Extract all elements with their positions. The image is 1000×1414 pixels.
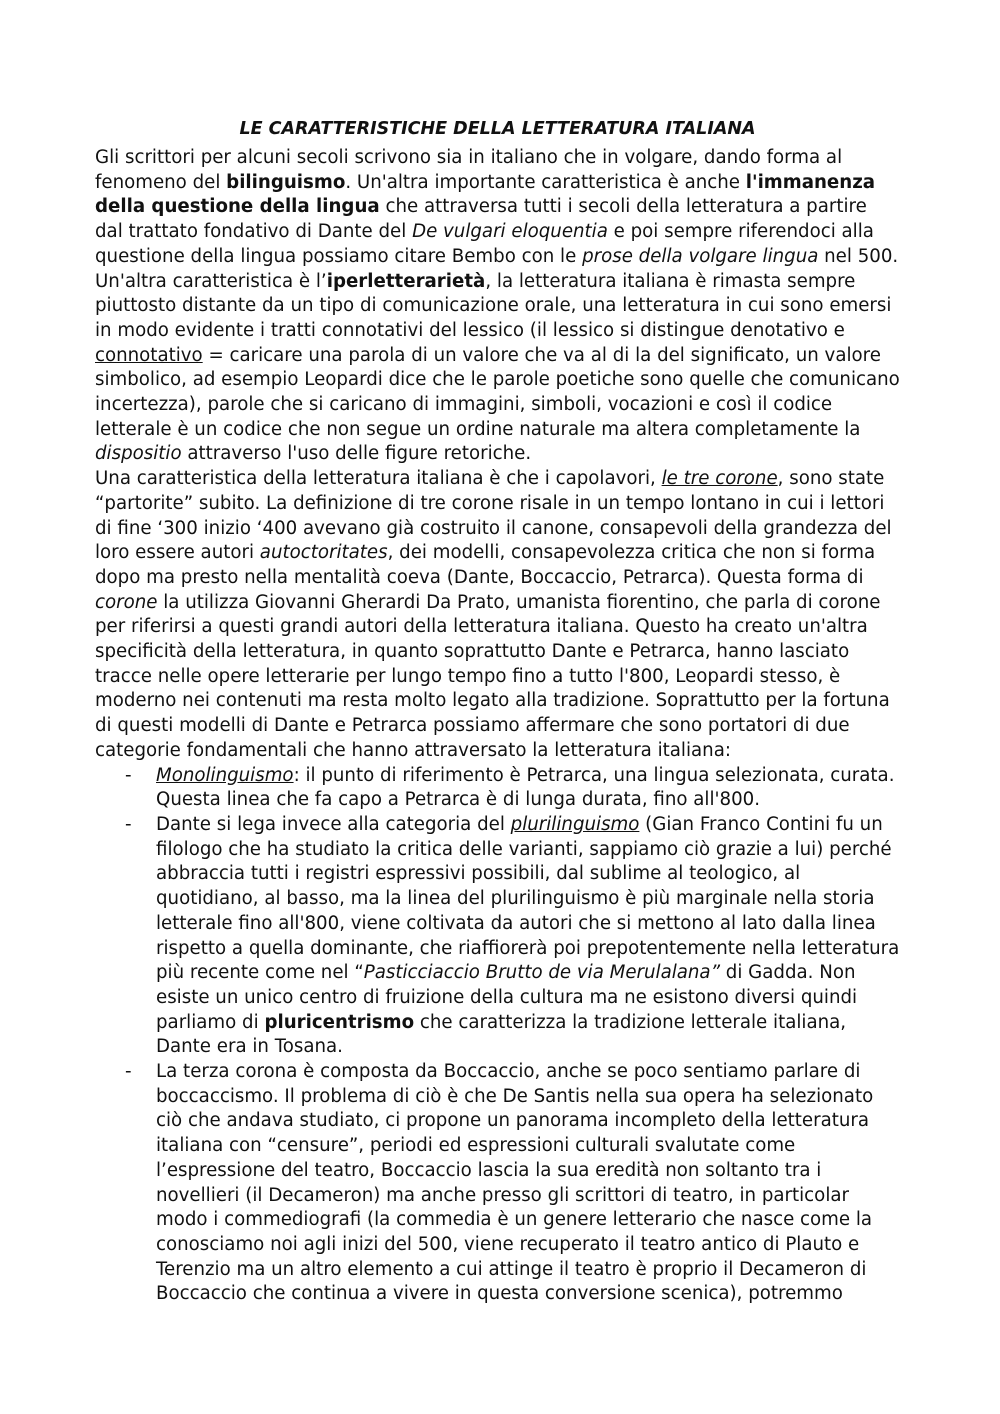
bullet-dash: - bbox=[125, 813, 132, 835]
text-run: = caricare una parola di un valore che va al di la del significato, un valore simbolico, ad esempio Leopardi dice che le parole poetiche sono quelle che comunicano incertezza), parole che si caricano di immagini, simboli, vocazioni e così il codice letterale è un codice che non segue un ordine naturale ma altera completamente la bbox=[95, 344, 900, 440]
paragraph-corone bbox=[95, 467, 900, 763]
underlined-term-connotativo: connotativo bbox=[95, 344, 203, 366]
italic-underlined-term-plurilinguismo bbox=[511, 814, 640, 835]
list-item-boccaccio bbox=[95, 1060, 900, 1307]
bold-term-iperletterarieta: iperletterarietà bbox=[326, 270, 486, 292]
document-body bbox=[95, 146, 900, 1307]
text-run: che caratterizza la tradizione letterale italiana, Dante era in Tosana. bbox=[156, 1011, 847, 1058]
bold-term-bilinguismo: bilinguismo bbox=[226, 171, 346, 193]
text-run: la utilizza Giovanni Gherardi Da Prato, umanista fiorentino, che parla di corone per riferirsi a questi grandi autori della letteratura italiana. Questo ha creato un'altra specificità della letteratura, in quanto soprattutto Dante e Petrarca, hanno lasciato tracce nelle opere letterarie per lungo tempo fino a tutto l'800, Leopardi stesso, è moderno nei contenuti ma resta molto legato alla tradizione. Soprattutto per la fortuna di questi modelli di Dante e Petrarca possiamo affermare che sono portatori di due categorie fondamentali che hanno attraversato la letteratura italiana: bbox=[95, 591, 890, 761]
paragraph-intro bbox=[95, 146, 900, 467]
list-item-plurilinguismo bbox=[95, 813, 900, 1060]
document-title: LE CARATTERISTICHE DELLA LETTERATURA ITALIANA bbox=[239, 119, 756, 139]
text-run: e poi sempre riferendoci alla questione della lingua possiamo citare Bembo con le bbox=[95, 221, 874, 267]
bullet-dash: - bbox=[125, 764, 132, 786]
text-run: : il punto di riferimento è Petrarca, una lingua selezionata, curata. Questa linea che fa capo a Petrarca è di lunga durata, fino all'800. bbox=[156, 764, 895, 811]
underlined-text: Monolinguismo bbox=[156, 764, 294, 786]
text-run: , dei modelli, consapevolezza critica che non si forma dopo ma presto nella mentalità coeva (Dante, Boccaccio, Petrarca). Questa forma di bbox=[95, 542, 876, 588]
underlined-text: plurilinguismo bbox=[510, 813, 640, 835]
italic-term-autoctoritates: autoctoritates bbox=[259, 542, 388, 564]
text-run: , sono state “partorite” subito. La definizione di tre corone risale in un tempo lontano in cui i lettori di fine ‘300 inizio ‘400 avevano già costruito il canone, consapevoli della grandezza del loro essere autori bbox=[95, 468, 892, 564]
text-run: . Un'altra importante caratteristica è anche bbox=[345, 171, 746, 193]
text-run: Gli scrittori per alcuni secoli scrivono sia in italiano che in volgare, dando forma al fenomeno del bbox=[95, 147, 843, 193]
italic-underlined-term-monolinguismo bbox=[156, 765, 294, 786]
italic-term-corone: corone bbox=[95, 591, 158, 613]
text-run: attraverso l'uso delle figure retoriche. bbox=[181, 443, 532, 465]
italic-term-dispositio: dispositio bbox=[95, 443, 182, 465]
bold-term-pluricentrismo: pluricentrismo bbox=[264, 1011, 415, 1033]
text-run: (Gian Franco Contini fu un filologo che ha studiato la critica delle varianti, sappiamo ciò grazie a lui) perché abbraccia tutti i registri espressivi possibili, dal sublime al teologico, al quotidiano, al basso, ma la linea del plurilinguismo è più marginale nella storia letterale fino all'800, viene coltivata da autori che si mettono al lato dalla linea rispetto a quella dominante, che riaffiorerà poi prepotentemente nella letteratura più recente come nel “ bbox=[156, 813, 900, 984]
italic-title-pasticciaccio: Pasticciaccio Brutto de via Merulalana” bbox=[363, 962, 721, 984]
text-run: Dante si lega invece alla categoria del bbox=[156, 813, 511, 835]
italic-underlined-term-tre-corone bbox=[662, 468, 778, 489]
text-run: , la letteratura italiana è rimasta sempre piuttosto distante da un tipo di comunicazione orale, una letteratura in cui sono emersi in modo evidente i tratti connotativi del lessico (il lessico si distingue denotativo e bbox=[95, 270, 892, 341]
text-run: nel 500. Un'altra caratteristica è l’ bbox=[95, 245, 899, 292]
text-run: Una caratteristica della letteratura italiana è che i capolavori, bbox=[95, 468, 662, 490]
italic-title-de-vulgari: De vulgari eloquentia bbox=[412, 221, 608, 243]
list-item-monolinguismo bbox=[95, 764, 900, 813]
categories-list bbox=[95, 764, 900, 1307]
bold-term-immanenza: l'immanenza della questione della lingua bbox=[95, 171, 876, 218]
text-run: di Gadda. Non esiste un unico centro di fruizione della cultura ma ne esistono diversi quindi parliamo di bbox=[156, 962, 858, 1033]
underlined-text: le tre corone bbox=[661, 468, 778, 490]
italic-title-prose: prose della volgare lingua bbox=[582, 245, 819, 267]
text-run: che attraversa tutti i secoli della letteratura a partire dal trattato fondativo di Dante del bbox=[95, 196, 867, 243]
text-run: La terza corona è composta da Boccaccio, anche se poco sentiamo parlare di boccaccismo. Il problema di ciò è che De Santis nella sua opera ha selezionato ciò che andava studiato, ci propone un panorama incompleto della letteratura italiana con “censure”, periodi ed espressioni culturali svalutate come l’espressione del teatro, Boccaccio lascia la sua eredità non soltanto tra i novellieri (il Decameron) ma anche presso gli scrittori di teatro, in particolar modo i commediografi (la commedia è un genere letterario che nasce come la conosciamo noi agli inizi del 500, viene recuperato il teatro antico di Plauto e Terenzio ma un altro elemento a cui attinge il teatro è proprio il Decameron di Boccaccio che continua a vivere in questa conversione scenica), potremmo bbox=[156, 1061, 874, 1305]
bullet-dash: - bbox=[125, 1061, 132, 1083]
